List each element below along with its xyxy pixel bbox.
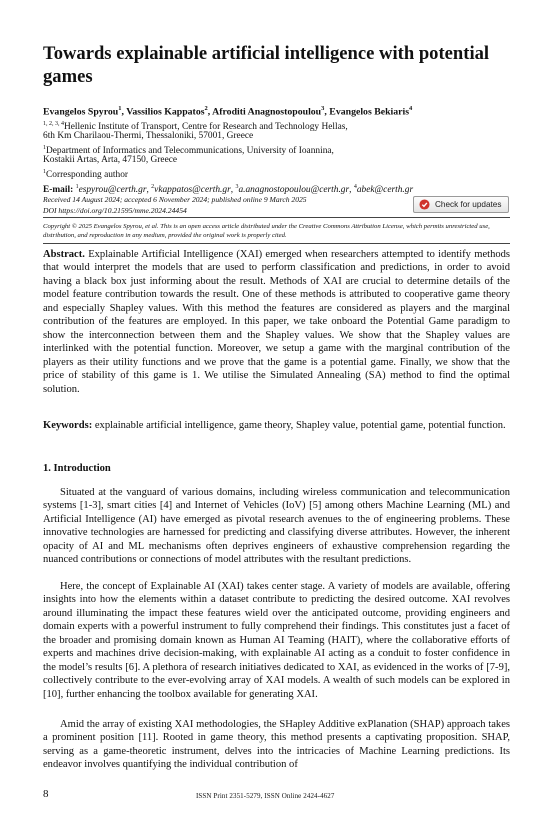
body-paragraph: Here, the concept of Explainable AI (XAI) takes center stage. A variety of models are available, offering insights into how the elements within a dataset contribute to predicting the desired outcome. XAI revolves around illuminating the impact these features wield over the anticipated outcome, providing engineers and domain experts with a powerful instrument to fully comprehend their findings. This constitutes just a facet of the broader and promising domain known as Human AI Teaming (HAIT), where the collaborative efforts of experts and machines drive decision-making, with explainable AI acting as a conduit to foster confidence in the model’s results [6]. A plethora of research initiatives dedicated to XAI, as evidenced in the works of [7-9], collectively contribute to the ever-evolving array of XAI models. A wealth of such models can be explored in [10], further enhancing the toolbox available for generating XAI. bbox=[43, 581, 510, 700]
email-link[interactable]: abek@certh.gr bbox=[356, 185, 414, 196]
affiliation-line: $^1$Department of Informatics and Telecommunications, University of Ioannina, bbox=[43, 145, 334, 157]
issn-footer: ISSN Print 2351-5279, ISSN Online 2424-4627 bbox=[196, 792, 335, 800]
body-paragraph: Amid the array of existing XAI methodologies, the SHapley Additive exPlanation (SHAP) approach takes a prominent position [11]. Rooted in game theory, this method presents a captivating proposition. SHAP, serving as a game-theoretic instrument, delves into the intricacies of Machine Learning predictions. Its endeavor involves quantifying the individual contribution of bbox=[43, 719, 510, 771]
email-link[interactable]: vkappatos@certh.gr bbox=[154, 185, 231, 196]
check-for-updates-button[interactable]: Check for updates bbox=[413, 196, 509, 213]
keywords: Keywords: explainable artificial intelligence, game theory, Shapley value, potential game, potential function. bbox=[43, 420, 506, 431]
email-link[interactable]: a.anagnostopoulou@certh.gr bbox=[238, 185, 350, 196]
body-paragraph: Situated at the vanguard of various domains, including wireless communication and telecommunication systems [1-3], smart cities [4] and Internet of Vehicles (IoV) [5] among others Machine Learning (ML) and Artificial Intelligence (AI) have emerged as pivotal research avenues to the of engineering problems. These innovative technologies are harnessed for predicting and classifying diverse attributes. However, the inherent opacity of AI and ML mechanisms often deprives engineers of exhaustive comprehension regarding the nuanced contributions or connections of model attributes with the resultant predictions. bbox=[43, 487, 510, 566]
page-number: 8 bbox=[43, 788, 49, 800]
affiliation-line: $^{1, 2, 3, 4}$Hellenic Institute of Transport, Centre for Research and Technology Hellas, bbox=[43, 121, 348, 133]
divider bbox=[43, 243, 510, 244]
author-list: Evangelos Spyrou$^1$, Vassilios Kappatos$^2$, Afroditi Anagnostopoulou$^3$, Evangelos Bekiaris$^4$ bbox=[43, 105, 413, 118]
email-line: E-mail: $^1$espyrou@certh.gr, $^2$vkappatos@certh.gr, $^3$a.anagnostopoulou@certh.gr, $^4$abek@certh.gr bbox=[43, 184, 414, 196]
copyright-notice: Copyright © 2025 Evangelos Spyrou, et al. This is an open access article distributed under the Creative Commons Attribution License, which permits unrestricted use, distribution, and reproduction in any medium, provided the original work is properly cited. bbox=[43, 223, 490, 239]
check-updates-icon bbox=[419, 199, 430, 210]
received-dates: Received 14 August 2024; accepted 6 November 2024; published online 9 March 2025 bbox=[43, 195, 307, 204]
section-heading: 1. Introduction bbox=[43, 463, 111, 474]
author-name: Evangelos Spyrou bbox=[43, 106, 119, 118]
affiliation-line: Kostakii Artas, Arta, 47150, Greece bbox=[43, 155, 178, 165]
abstract: Abstract. Explainable Artificial Intelligence (XAI) emerged when researchers attempted to identify methods that would interpret the models that are used to perform classification and predictions, in order to avoid having a black box just informing about the result. Methods of XAI are crucial to determine details of the model feature contribution towards the result. One of these methods is attributed to cooperative game theory and especially Shapley values. With this method the features are considered as players and the marginal contribution of the features are employed. In this paper, we take onboard the Potential Game paradigm to show the interconnection between them and the Shapley values. We show that the Shapley values are interlinked with the potential function. Moreover, we setup a game with the marginal contribution of the players as their utility functions and we prove that the game is a potential game. Finally, we show that the price of stability of this game is 1. We utilise the Simulated Annealing (SA) method to find the optimal solution. bbox=[43, 249, 510, 395]
author-name: Afroditi Anagnostopoulou bbox=[212, 106, 322, 118]
corresponding-note: $^1$Corresponding author bbox=[43, 169, 129, 181]
divider bbox=[43, 217, 510, 218]
author-name: Evangelos Bekiaris bbox=[329, 106, 410, 118]
doi-link[interactable]: DOI https://doi.org/10.21595/mme.2024.24454 bbox=[43, 206, 187, 215]
email-link[interactable]: espyrou@certh.gr bbox=[78, 185, 147, 196]
affiliation-line: 6th Km Charilaou-Thermi, Thessaloniki, 57001, Greece bbox=[43, 131, 254, 141]
author-name: Vassilios Kappatos bbox=[126, 106, 205, 118]
paper-title: Towards explainable artificial intelligence with potential games bbox=[43, 43, 490, 87]
